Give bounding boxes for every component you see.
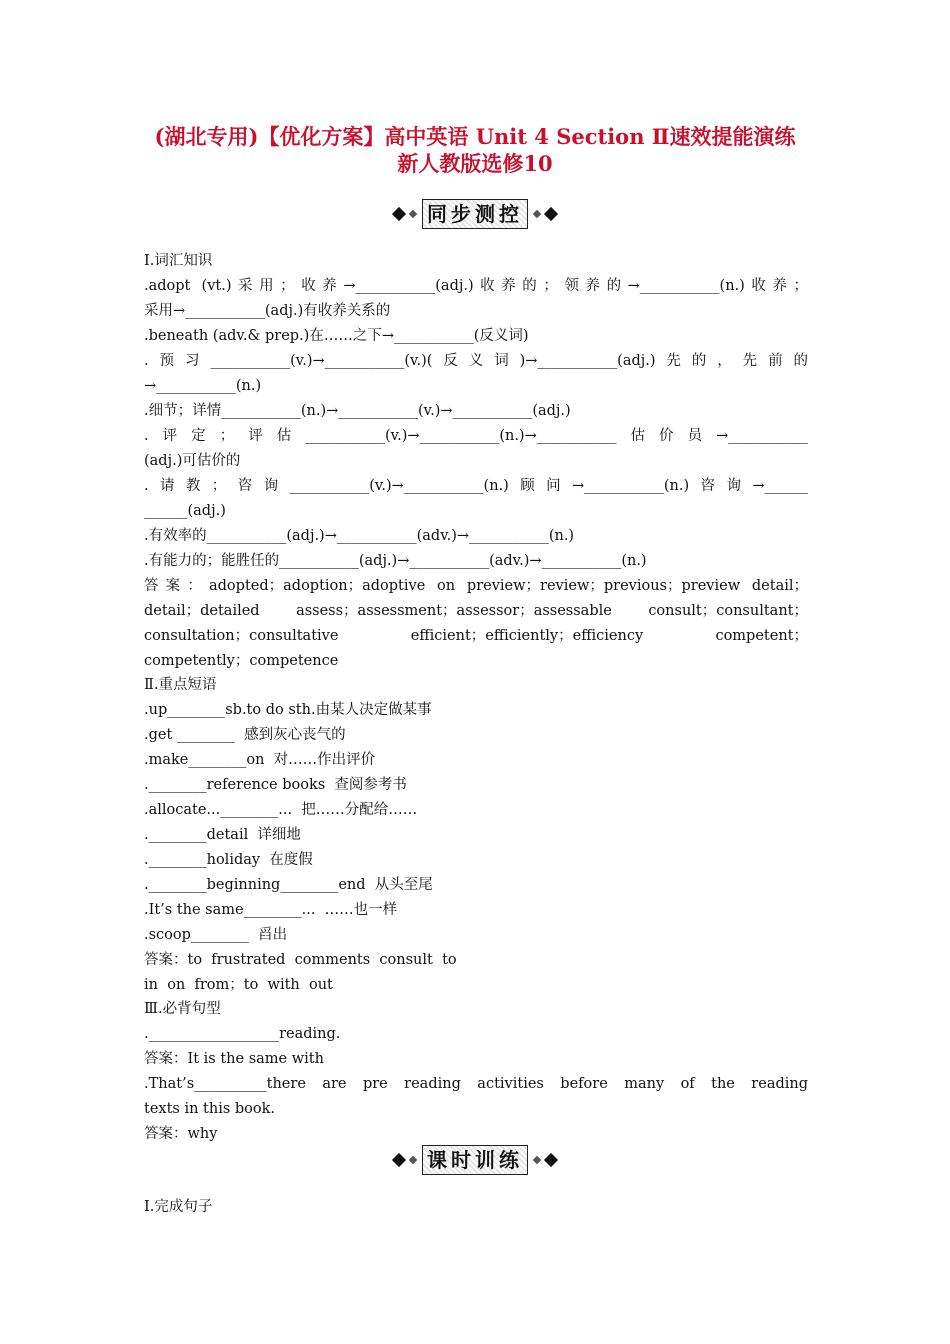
exercise-line: ______(adj.) <box>144 503 226 519</box>
answer-line: 答案：adopted；adoption；adoptive on preview；review；previous；preview detail； <box>144 578 808 594</box>
exercise-line: .评定；评估___________(v.)→___________(n.)→___________估价员→___________ <box>144 428 808 444</box>
section-heading-sentences: Ⅲ.必背句型 <box>144 1001 221 1017</box>
exercise-line: →___________(n.) <box>144 378 262 394</box>
section-banner-lesson-training <box>370 1144 580 1176</box>
answer-line: 答案：why <box>144 1126 218 1142</box>
document-title-line-1: (湖北专用)【优化方案】高中英语 Unit 4 Section Ⅱ速效提能演练 <box>154 124 796 149</box>
answer-line: in on from；to with out <box>144 977 333 993</box>
exercise-line: .get ________ 感到灰心丧气的 <box>144 727 346 743</box>
exercise-line: .adopt (vt.)采用；收养→___________(adj.)收养的；领养的→___________(n.)收养； <box>144 278 808 294</box>
exercise-line: .That’s__________there are pre reading activities before many of the reading <box>144 1076 808 1092</box>
section-banner-sync-test <box>370 198 580 230</box>
exercise-line: .请教；咨询___________(v.)→___________(n.)顾问→___________(n.)咨询→______ <box>144 478 808 494</box>
exercise-line: .________reference books 查阅参考书 <box>144 777 407 793</box>
exercise-line: .make________on 对……作出评价 <box>144 752 376 768</box>
exercise-line: .细节；详情___________(n.)→___________(v.)→___________(adj.) <box>144 403 571 419</box>
small-diamond-icon <box>533 1156 541 1164</box>
diamond-icon <box>544 207 558 221</box>
answer-line: competently；competence <box>144 653 339 669</box>
exercise-line: .________detail 详细地 <box>144 827 301 843</box>
exercise-line: (adj.)可估价的 <box>144 453 241 469</box>
exercise-line: .有效率的___________(adj.)→___________(adv.)→___________(n.) <box>144 528 575 544</box>
section-heading-phrases: Ⅱ.重点短语 <box>144 677 217 693</box>
small-diamond-icon <box>533 210 541 218</box>
exercise-line: .scoop________ 舀出 <box>144 927 288 943</box>
exercise-line: 采用→___________(adj.)有收养关系的 <box>144 303 391 319</box>
diamond-icon <box>544 1153 558 1167</box>
small-diamond-icon <box>409 210 417 218</box>
document-title-line-2: 新人教版选修10 <box>397 151 553 176</box>
small-diamond-icon <box>409 1156 417 1164</box>
exercise-line: .________holiday 在度假 <box>144 852 313 868</box>
diamond-icon <box>392 207 406 221</box>
banner-label: 课时训练 <box>422 1145 528 1175</box>
exercise-line: .allocate...________... 把……分配给…… <box>144 802 418 818</box>
banner-label: 同步测控 <box>422 199 528 229</box>
answer-line: detail；detailed assess；assessment；assessor；assessable consult；consultant； <box>144 603 808 619</box>
exercise-line: .有能力的；能胜任的___________(adj.)→___________(adv.)→___________(n.) <box>144 553 647 569</box>
exercise-line: .up________sb.to do sth.由某人决定做某事 <box>144 702 432 718</box>
section-heading-vocabulary: Ⅰ.词汇知识 <box>144 253 213 269</box>
exercise-line: texts in this book. <box>144 1101 276 1117</box>
answer-line: 答案：It is the same with <box>144 1051 324 1067</box>
answer-line: consultation；consultative efficient；efficiently；efficiency competent； <box>144 628 808 644</box>
exercise-line: .beneath (adv.& prep.)在……之下→___________(反义词) <box>144 328 529 344</box>
exercise-line: .It’s the same________... ……也一样 <box>144 902 398 918</box>
diamond-icon <box>392 1153 406 1167</box>
exercise-line: .________beginning________end 从头至尾 <box>144 877 433 893</box>
exercise-line: .__________________reading. <box>144 1026 341 1042</box>
answer-line: 答案：to frustrated comments consult to <box>144 952 457 968</box>
section-heading-complete-sentences: Ⅰ.完成句子 <box>144 1199 213 1215</box>
exercise-line: .预习___________(v.)→___________(v.)(反义词)→___________(adj.)先的，先前的 <box>144 353 808 369</box>
